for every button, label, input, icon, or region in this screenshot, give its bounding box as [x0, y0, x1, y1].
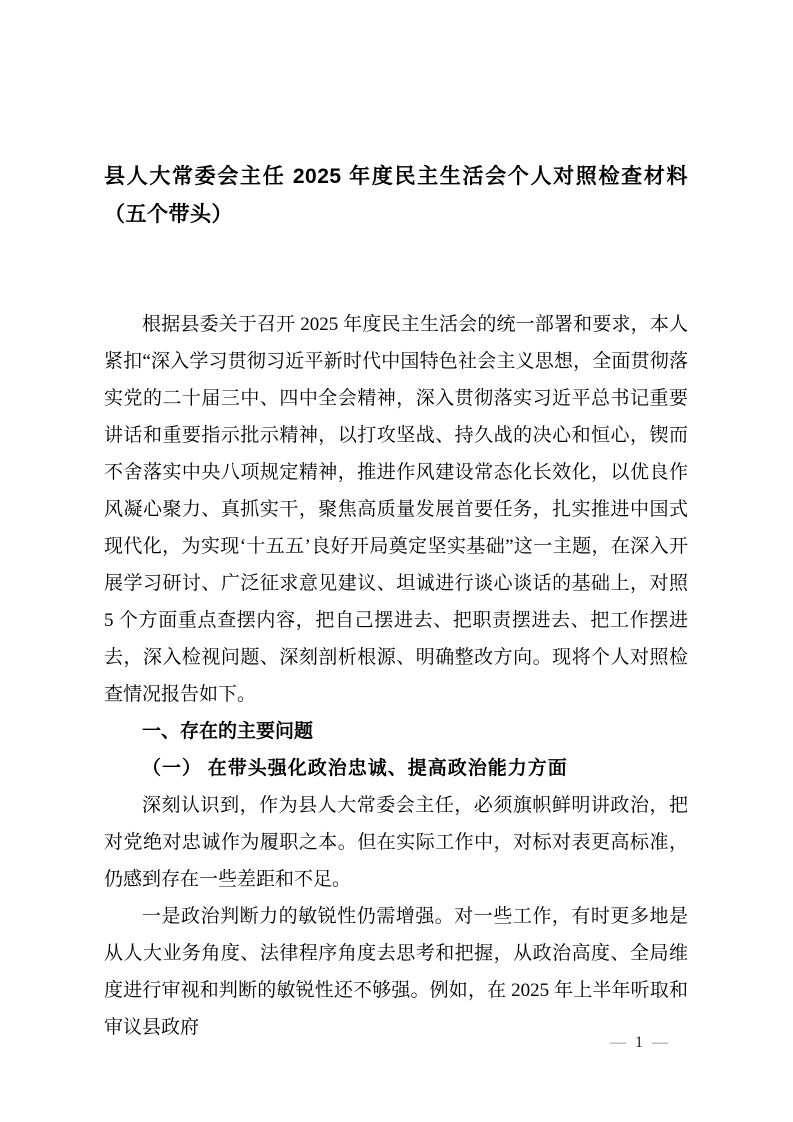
- document-title: 县人大常委会主任 2025 年度民主生活会个人对照检查材料（五个带头）: [104, 165, 688, 226]
- intro-paragraph: 根据县委关于召开 2025 年度民主生活会的统一部署和要求，本人紧扣“深入学习贯彻习近平新时代中国特色社会主义思想，全面贯彻落实党的二十届三中、四中全会精神，深入贯彻落实习近平总书记重要讲话和重要指示批示精神，以打攻坚战、持久战的决心和恒心，锲而不舍落实中央八项规定精神，推进作风建设常态化长效化，以优良作风凝心聚力、真抓实干，聚焦高质量发展首要任务，扎实推进中国式现代化，为实现‘十五五’良好开局奠定坚实基础”这一主题，在深入开展学习研讨、广泛征求意见建议、坦诚进行谈心谈话的基础上，对照 5 个方面重点查摆内容，把自己摆进去、把职责摆进去、把工作摆进去，深入检视问题、深刻剖析根源、明确整改方向。现将个人对照检查情况报告如下。: [104, 314, 688, 705]
- section-heading-main-problems: 一、存在的主要问题: [142, 721, 314, 742]
- page-number: [610, 1032, 668, 1054]
- body-paragraph-2: 一是政治判断力的敏锐性仍需增强。对一些工作，有时更多地是从人大业务角度、法律程序角度去思考和把握，从政治高度、全局维度进行审视和判断的敏锐性还不够强。例如，在 2025 年上半年听取和审议县政府: [104, 906, 688, 1038]
- subsection-heading-political-loyalty: （一） 在带头强化政治忠诚、提高政治能力方面: [142, 758, 568, 779]
- body-paragraph-1: 深刻认识到，作为县人大常委会主任，必须旗帜鲜明讲政治，把对党绝对忠诚作为履职之本。但在实际工作中，对标对表更高标准，仍感到存在一些差距和不足。: [104, 795, 688, 890]
- page-number-value: 1: [635, 1034, 643, 1051]
- page-number-dash-left: —: [610, 1034, 626, 1051]
- page-number-dash-right: —: [652, 1034, 668, 1051]
